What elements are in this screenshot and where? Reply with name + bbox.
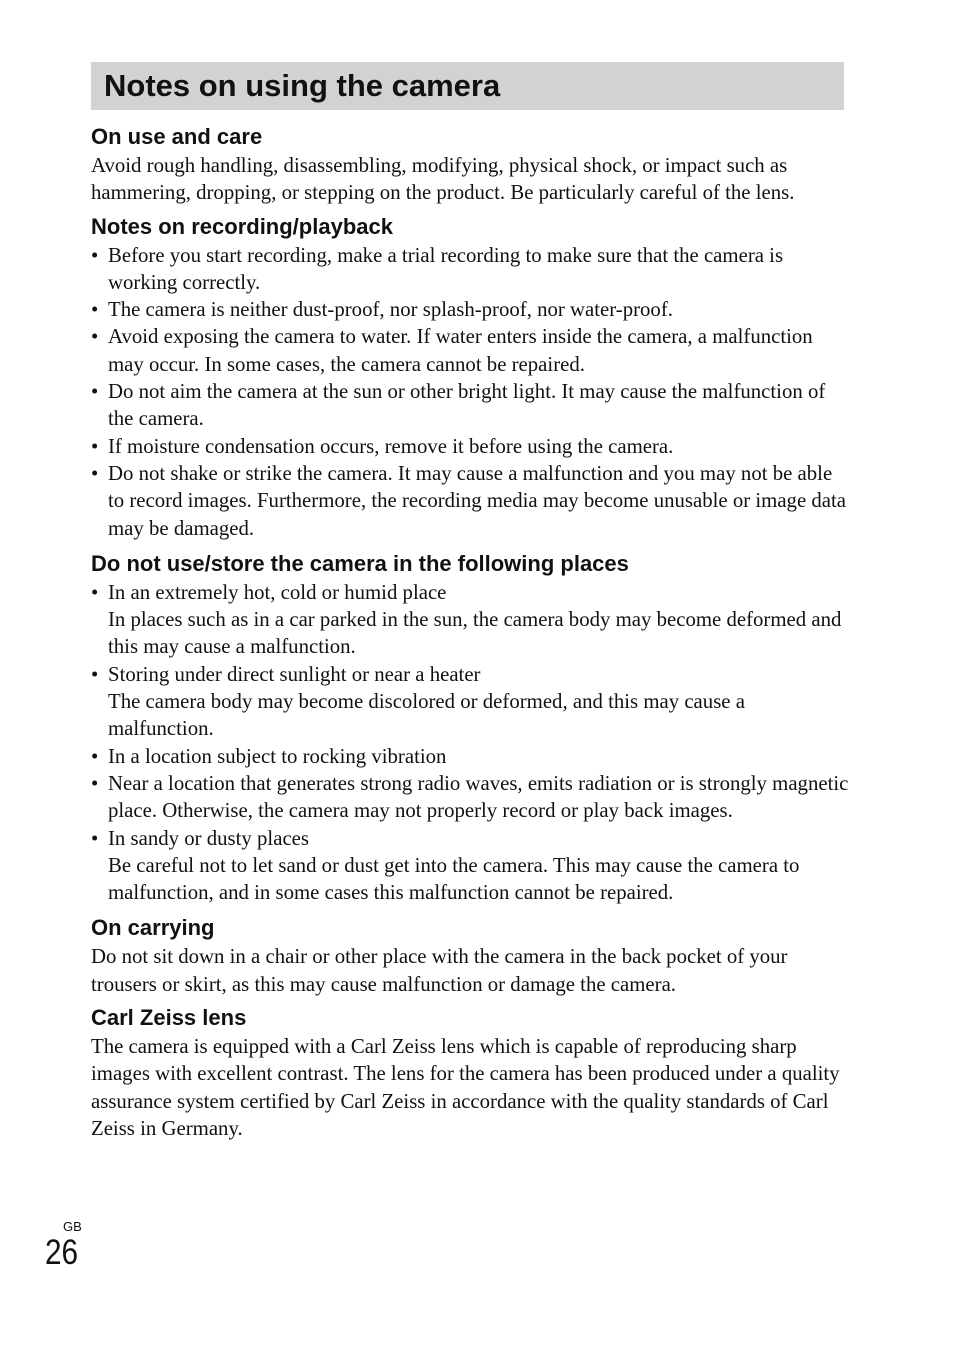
section-recording-playback — [91, 211, 851, 542]
bullet-list — [91, 242, 851, 542]
bullet-icon: • — [91, 580, 99, 604]
bullet-icon: • — [91, 325, 99, 349]
list-item-text: In sandy or dusty places — [108, 826, 309, 850]
list-item — [91, 743, 851, 770]
bullet-icon: • — [91, 771, 99, 795]
section-paragraph: Avoid rough handling, disassembling, modifying, physical shock, or impact such as hammering, dropping, or stepping on the product. Be particularly careful of the lens. — [91, 154, 795, 205]
list-item — [91, 242, 851, 297]
section-storage-places — [91, 548, 851, 907]
list-item-text: In an extremely hot, cold or humid place — [108, 580, 447, 604]
list-item-text: If moisture condensation occurs, remove it before using the camera. — [108, 434, 674, 458]
bullet-icon: • — [91, 662, 99, 686]
bullet-list — [91, 579, 851, 907]
list-item — [91, 460, 851, 542]
bullet-icon: • — [91, 826, 99, 850]
list-item — [91, 825, 851, 907]
bullet-icon: • — [91, 434, 99, 458]
section-heading: On carrying — [91, 915, 215, 941]
list-item-text: Do not aim the camera at the sun or other bright light. It may cause the malfunction of the camera. — [108, 380, 826, 431]
list-item-text: The camera is neither dust-proof, nor splash-proof, nor water-proof. — [108, 298, 673, 322]
page-content — [91, 121, 851, 1146]
list-item-text: Do not shake or strike the camera. It may cause a malfunction and you may not be able to record images. Furthermore, the recording media may become unusable or image data may be damaged. — [108, 461, 847, 540]
list-item-text: Avoid exposing the camera to water. If water enters inside the camera, a malfunction may occur. In some cases, the camera cannot be repaired. — [108, 325, 813, 376]
section-paragraph: Do not sit down in a chair or other place with the camera in the back pocket of your trousers or skirt, as this may cause malfunction or damage the camera. — [91, 945, 788, 996]
list-item — [91, 378, 851, 433]
page-title-bar — [91, 62, 844, 110]
section-paragraph: The camera is equipped with a Carl Zeiss lens which is capable of reproducing sharp images with excellent contrast. The lens for the camera has been produced under a quality assurance system certified by Carl Zeiss in accordance with the quality standards of Carl Zeiss in Germany. — [91, 1035, 840, 1140]
list-item-text: Near a location that generates strong radio waves, emits radiation or is strongly magnetic place. Otherwise, the camera may not properly record or play back images. — [108, 771, 849, 823]
list-item — [91, 433, 851, 460]
list-item-text: Before you start recording, make a trial recording to make sure that the camera is working correctly. — [108, 243, 784, 294]
list-item-detail: The camera body may become discolored or deformed, and this may cause a malfunction. — [108, 690, 745, 741]
list-item — [91, 323, 851, 378]
list-item — [91, 770, 851, 825]
list-item — [91, 661, 851, 743]
section-heading: Do not use/store the camera in the following places — [91, 550, 629, 576]
section-on-carrying — [91, 912, 851, 998]
region-label: GB — [63, 1219, 82, 1234]
section-heading: On use and care — [91, 124, 263, 149]
section-carl-zeiss-lens — [91, 1002, 851, 1142]
list-item-detail: Be careful not to let sand or dust get into the camera. This may cause the camera to malfunction, and in some cases this malfunction cannot be repaired. — [108, 853, 800, 905]
list-item-detail: In places such as in a car parked in the sun, the camera body may become deformed and this may cause a malfunction. — [108, 608, 842, 659]
list-item — [91, 296, 851, 323]
page-title: Notes on using the camera — [104, 68, 501, 103]
section-heading: Notes on recording/playback — [91, 213, 393, 239]
section-heading: Carl Zeiss lens — [91, 1005, 247, 1031]
bullet-icon: • — [91, 380, 99, 404]
bullet-icon: • — [91, 298, 99, 322]
bullet-icon: • — [91, 243, 99, 267]
bullet-icon: • — [91, 461, 99, 485]
section-use-and-care — [91, 121, 851, 207]
list-item-text: In a location subject to rocking vibration — [108, 744, 447, 768]
list-item — [91, 579, 851, 661]
list-item-text: Storing under direct sunlight or near a heater — [108, 662, 481, 686]
page-number: 26 — [45, 1233, 79, 1272]
bullet-icon: • — [91, 744, 99, 768]
